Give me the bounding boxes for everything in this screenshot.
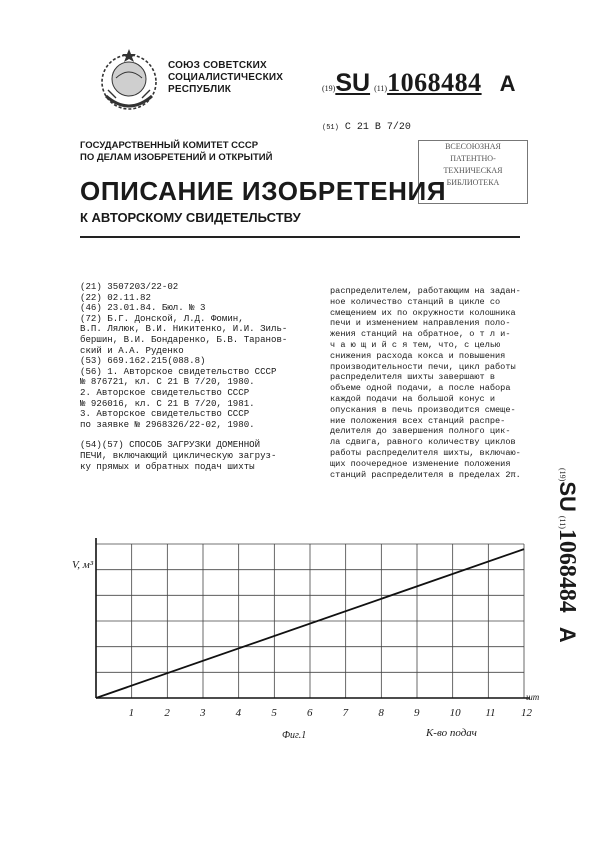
claim-line: работы распределителя шихты, включаю- xyxy=(330,447,521,458)
vertical-country-index: (19) xyxy=(558,468,567,482)
x-tick-label: 2 xyxy=(164,707,170,719)
vertical-number-index: (11) xyxy=(558,515,567,529)
biblio-line: ский и А.А. Руденко xyxy=(80,344,184,356)
figure-label: Фиг.1 xyxy=(282,730,307,741)
x-tick-label: 12 xyxy=(521,707,532,719)
x-axis-label: К-во подач xyxy=(426,727,477,739)
claim-line: снижения расхода кокса и повышения xyxy=(330,350,506,361)
x-tick-label: 4 xyxy=(235,707,242,719)
ussr-emblem-icon xyxy=(96,46,162,118)
country-name xyxy=(168,60,283,96)
committee-line: ГОСУДАРСТВЕННЫЙ КОМИТЕТ СССР xyxy=(80,140,259,151)
stamp-line: ВСЕСОЮЗНАЯ xyxy=(445,142,501,151)
biblio-line: 3. Авторское свидетельство СССР xyxy=(80,408,250,420)
stamp-line: ТЕХНИЧЕСКАЯ xyxy=(443,166,503,175)
claim-line: щих поочередное изменение положения xyxy=(330,458,511,469)
country-code: SU xyxy=(335,69,371,97)
patent-number: 1068484 xyxy=(387,68,482,97)
country-line: СОЦИАЛИСТИЧЕСКИХ xyxy=(168,72,284,83)
vertical-patent-number xyxy=(546,468,586,688)
country-code-index: (19) xyxy=(322,84,336,93)
x-tick-label: 7 xyxy=(342,707,349,719)
chart-axes xyxy=(96,538,530,698)
stamp-line: БИБЛИОТЕКА xyxy=(446,178,500,187)
claim-line: смещением их по окружности колошника xyxy=(330,307,516,318)
claim-line: делителя до завершения полного цик- xyxy=(330,426,511,437)
x-tick-label: 3 xyxy=(200,707,206,719)
biblio-line: бершин, В.И. Бондаренко, Б.В. Таранов- xyxy=(80,333,288,345)
claim-title-line: ПЕЧИ, включающий циклическую загруз- xyxy=(80,449,277,461)
claim-line: печи и изменением направления поло- xyxy=(330,318,511,329)
stamp-line: ПАТЕНТНО- xyxy=(450,154,496,163)
x-axis-unit: шт xyxy=(526,692,540,702)
y-axis-label: V, м³ xyxy=(72,559,94,571)
claim-line: станций распределителя в пределах 2π. xyxy=(330,469,521,480)
committee-line: ПО ДЕЛАМ ИЗОБРЕТЕНИЙ И ОТКРЫТИЙ xyxy=(80,152,273,163)
biblio-line: по заявке № 2968326/22-02, 1980. xyxy=(80,418,255,430)
vertical-kind-code: A xyxy=(555,626,580,643)
document-title: ОПИСАНИЕ ИЗОБРЕТЕНИЯ xyxy=(80,176,447,206)
claim-title-line: (54)(57) СПОСОБ ЗАГРУЗКИ ДОМЕННОЙ xyxy=(80,439,261,451)
header-divider xyxy=(80,236,520,238)
country-line: РЕСПУБЛИК xyxy=(168,84,232,95)
number-index: (11) xyxy=(374,84,388,93)
biblio-line: 2. Авторское свидетельство СССР xyxy=(80,386,250,398)
country-line: СОЮЗ СОВЕТСКИХ xyxy=(168,60,267,71)
chart-ticks xyxy=(129,707,533,719)
claim-line: ное количество станций в цикле со xyxy=(330,296,501,307)
claim-line: каждой подачи на большой конус и xyxy=(330,393,496,404)
biblio-line: (56) 1. Авторское свидетельство СССР xyxy=(80,365,277,377)
figure-1-chart xyxy=(60,530,540,760)
x-tick-label: 1 xyxy=(128,707,135,719)
claim-line: производительности печи, цикл работы xyxy=(330,361,516,372)
claim-line: опускания в печь производится смеще- xyxy=(330,404,516,415)
claim-column xyxy=(330,286,530,480)
claim-line: распределителя шихты завершают в xyxy=(330,372,496,383)
claim-line: ла сдвига, равного количеству циклов xyxy=(330,437,516,448)
x-tick-label: 11 xyxy=(485,707,496,719)
biblio-line: (22) 02.11.82 xyxy=(80,291,151,303)
claim-line: ние положения всех станций распре- xyxy=(330,415,506,426)
x-tick-label: 9 xyxy=(414,707,420,719)
biblio-line: В.П. Лялюк, В.И. Никитенко, И.И. Зиль- xyxy=(80,323,288,335)
ipc-index: (51) xyxy=(322,124,339,132)
ipc-classification xyxy=(322,122,411,133)
vertical-patent-number-text: 1068484 xyxy=(554,528,580,613)
x-tick-label: 6 xyxy=(307,707,313,719)
document-subtitle: К АВТОРСКОМУ СВИДЕТЕЛЬСТВУ xyxy=(80,210,301,225)
x-tick-label: 5 xyxy=(271,707,277,719)
claim-line: жения станций на обратное, о т л и- xyxy=(330,329,511,340)
ipc-code: С 21 В 7/20 xyxy=(344,122,411,133)
committee-name xyxy=(80,140,272,164)
x-tick-label: 10 xyxy=(449,707,461,719)
patent-number-block xyxy=(322,68,515,98)
bibliographic-column xyxy=(80,282,316,472)
biblio-line: (46) 23.01.84. Бюл. № 3 xyxy=(80,302,206,314)
biblio-line: № 926016, кл. С 21 В 7/20, 1981. xyxy=(80,397,255,409)
claim-line: распределителем, работающим на задан- xyxy=(330,286,521,296)
kind-code: A xyxy=(499,71,516,96)
vertical-country-code: SU xyxy=(555,481,580,512)
claim-line: ч а ю щ и й с я тем, что, с целью xyxy=(330,339,501,350)
claim-title-line: ку прямых и обратных подач шихты xyxy=(80,460,255,472)
biblio-line: (53) 669.162.215(088.8) xyxy=(80,355,206,367)
biblio-line: (21) 3507203/22-02 xyxy=(80,281,179,292)
x-tick-label: 8 xyxy=(378,707,384,719)
claim-line: объеме одной подачи, а после набора xyxy=(330,383,511,394)
biblio-line: № 876721, кл. С 21 В 7/20, 1980. xyxy=(80,376,255,388)
biblio-line: (72) Б.Г. Донской, Л.Д. Фомин, xyxy=(80,312,244,324)
